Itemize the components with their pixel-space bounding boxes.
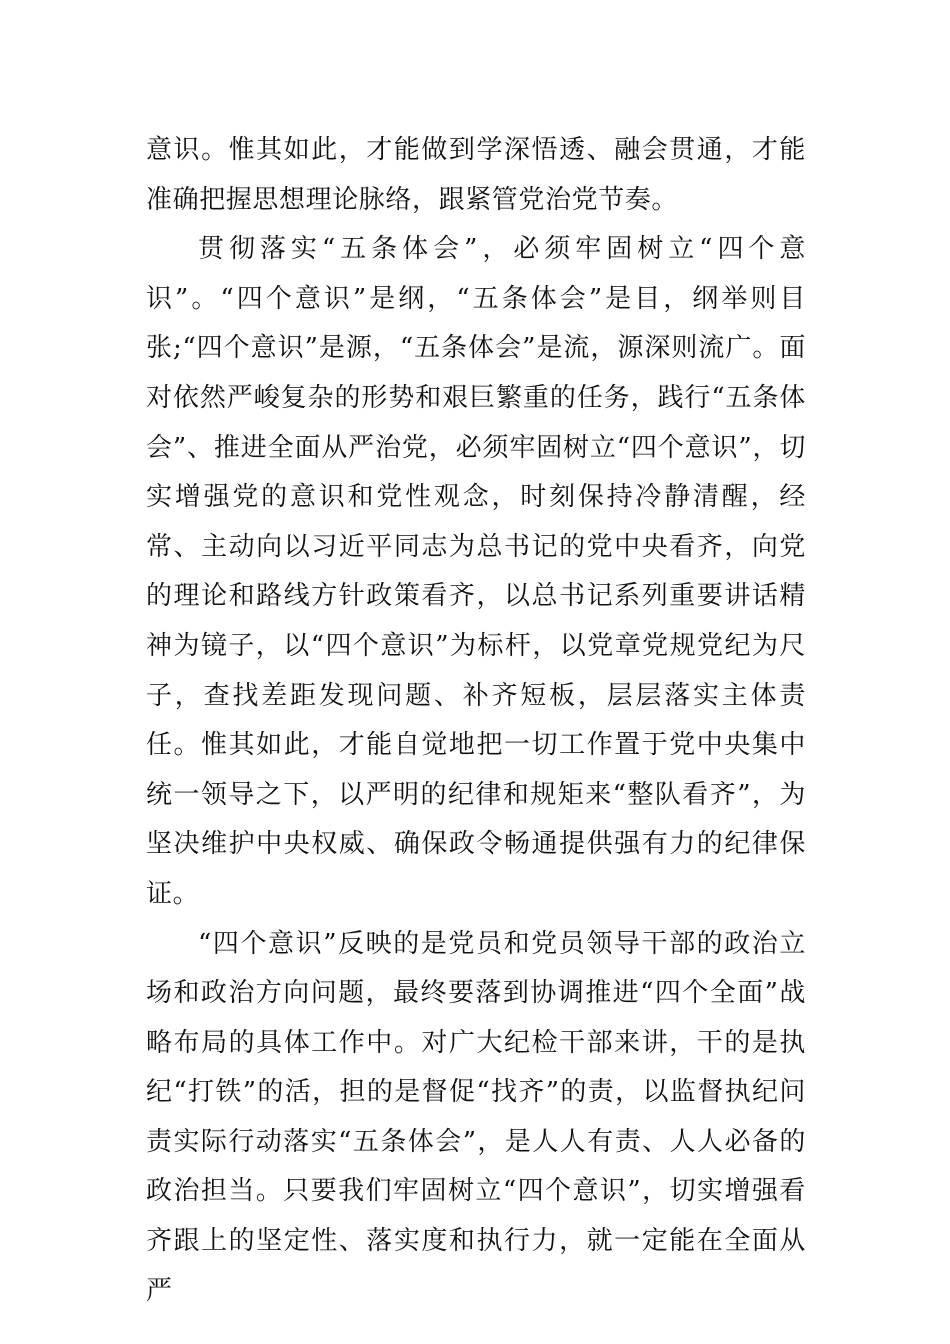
paragraph-four-consciousness: “四个意识”反映的是党员和党员领导干部的政治立场和政治方向问题，最终要落到协调推进“四个全面”战略布局的具体工作中。对广大纪检干部来讲，干的是执纪“打铁”的活，担的是督促“找齐”的责，以监督执纪问责实际行动落实“五条体会”，是人人有责、人人必备的政治担当。只要我们牢固树立“四个意识”，切实增强看齐跟上的坚定性、落实度和执行力，就一定能在全面从严: [146, 928, 806, 1306]
paragraph-five-experiences: 贯彻落实“五条体会”，必须牢固树立“四个意识”。“四个意识”是纲，“五条体会”是目，纲举则目张;“四个意识”是源，“五条体会”是流，源深则流广。面对依然严峻复杂的形势和艰巨繁重的任务，践行“五条体会”、推进全面从严治党，必须牢固树立“四个意识”，切实增强党的意识和党性观念，时刻保持冷静清醒，经常、主动向以习近平同志为总书记的党中央看齐，向党的理论和路线方针政策看齐，以总书记系列重要讲话精神为镜子，以“四个意识”为标杆，以党章党规党纪为尺子，查找差距发现问题、补齐短板，层层落实主体责任。惟其如此，才能自觉地把一切工作置于党中央集中统一领导之下，以严明的纪律和规矩来“整队看齐”，为坚决维护中央权威、确保政令畅通提供强有力的纪律保证。: [146, 234, 806, 909]
document-body: [146, 126, 806, 1316]
paragraph-continuation: 意识。惟其如此，才能做到学深悟透、融会贯通，才能准确把握思想理论脉络，跟紧管党治党节奏。: [146, 135, 806, 215]
